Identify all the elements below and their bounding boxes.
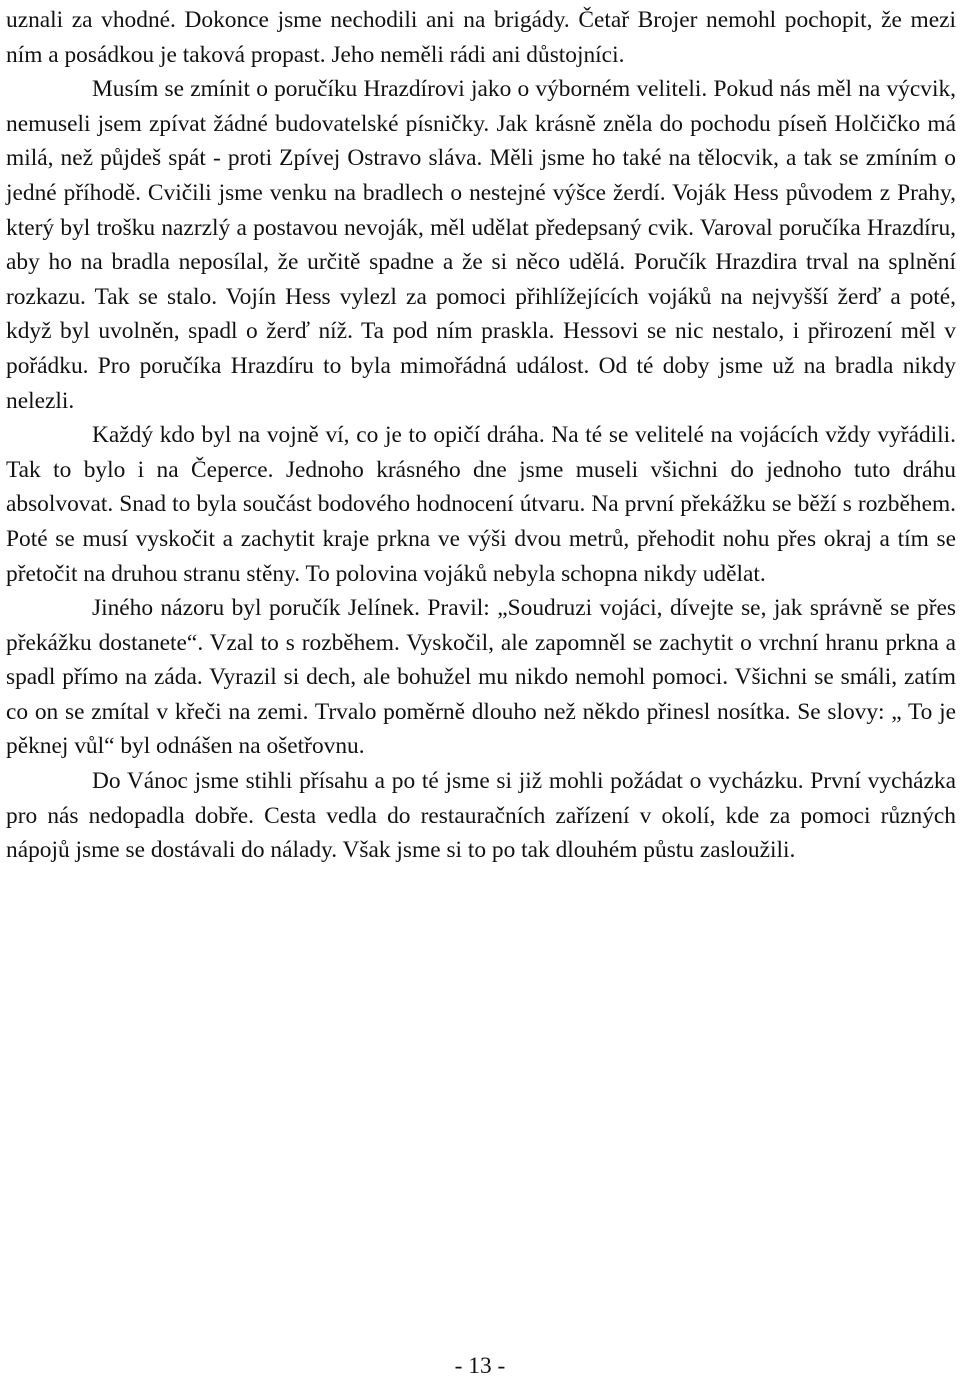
page-number: - 13 - bbox=[454, 1353, 506, 1379]
paragraph: Do Vánoc jsme stihli přísahu a po té jsme si již mohli požádat o vycházku. První vycházka pro nás nedopadla dobře. Cesta vedla do restauračních zařízení v okolí, kde za pomoci různých nápojů jsme se dostávali do nálady. Však jsme si to po tak dlouhém půstu zasloužili. bbox=[6, 768, 956, 864]
paragraph: uznali za vhodné. Dokonce jsme nechodili ani na brigády. Četař Brojer nemohl pochopit, že mezi ním a posádkou je taková propast. Jeho neměli rádi ani důstojníci. bbox=[6, 7, 956, 68]
body-text bbox=[6, 3, 956, 868]
paragraph: Každý kdo byl na vojně ví, co je to opičí dráha. Na té se velitelé na vojácích vždy vyřádili. Tak to bylo i na Čeperce. Jednoho krásného dne jsme museli všichni do jednoho tuto dráhu absolvovat. Snad to byla součást bodového hodnocení útvaru. Na první překážku se běží s rozběhem. Poté se musí vyskočit a zachytit kraje prkna ve výši dvou metrů, přehodit nohu přes okraj a tím se přetočit na druhou stranu stěny. To polovina vojáků nebyla schopna nikdy udělat. bbox=[6, 422, 956, 587]
paragraph: Jiného názoru byl poručík Jelínek. Pravil: „Soudruzi vojáci, dívejte se, jak správně se přes překážku dostanete“. Vzal to s rozběhem. Vyskočil, ale zapomněl se zachytit o vrchní hranu prkna a spadl přímo na záda. Vyrazil si dech, ale bohužel mu nikdo nemohl pomoci. Všichni se smáli, zatím co on se zmítal v křeči na zemi. Trvalo poměrně dlouho než někdo přinesl nosítka. Se slovy: „ To je pěknej vůl“ byl odnášen na ošetřovnu. bbox=[6, 595, 956, 760]
paragraph: Musím se zmínit o poručíku Hrazdírovi jako o výborném veliteli. Pokud nás měl na výcvik, nemuseli jsem zpívat žádné budovatelské písničky. Jak krásně zněla do pochodu píseň Holčičko má milá, než půjdeš spát - proti Zpívej Ostravo sláva. Měli jsme ho také na tělocvik, a tak se zmíním o jedné příhodě. Cvičili jsme venku na bradlech o nestejné výšce žerdí. Voják Hess původem z Prahy, který byl trošku nazrzlý a postavou nevoják, měl udělat předepsaný cvik. Varoval poručíka Hrazdíru, aby ho na bradla neposílal, že určitě spadne a že si něco udělá. Poručík Hrazdira trval na splnění rozkazu. Tak se stalo. Vojín Hess vylezl za pomoci přihlížejících vojáků na nejvyšší žerď a poté, když byl uvolněn, spadl o žerď níž. Ta pod ním praskla. Hessovi se nic nestalo, i přirození měl v pořádku. Pro poručíka Hrazdíru to byla mimořádná událost. Od té doby jsme už na bradla nikdy nelezli. bbox=[6, 76, 956, 414]
